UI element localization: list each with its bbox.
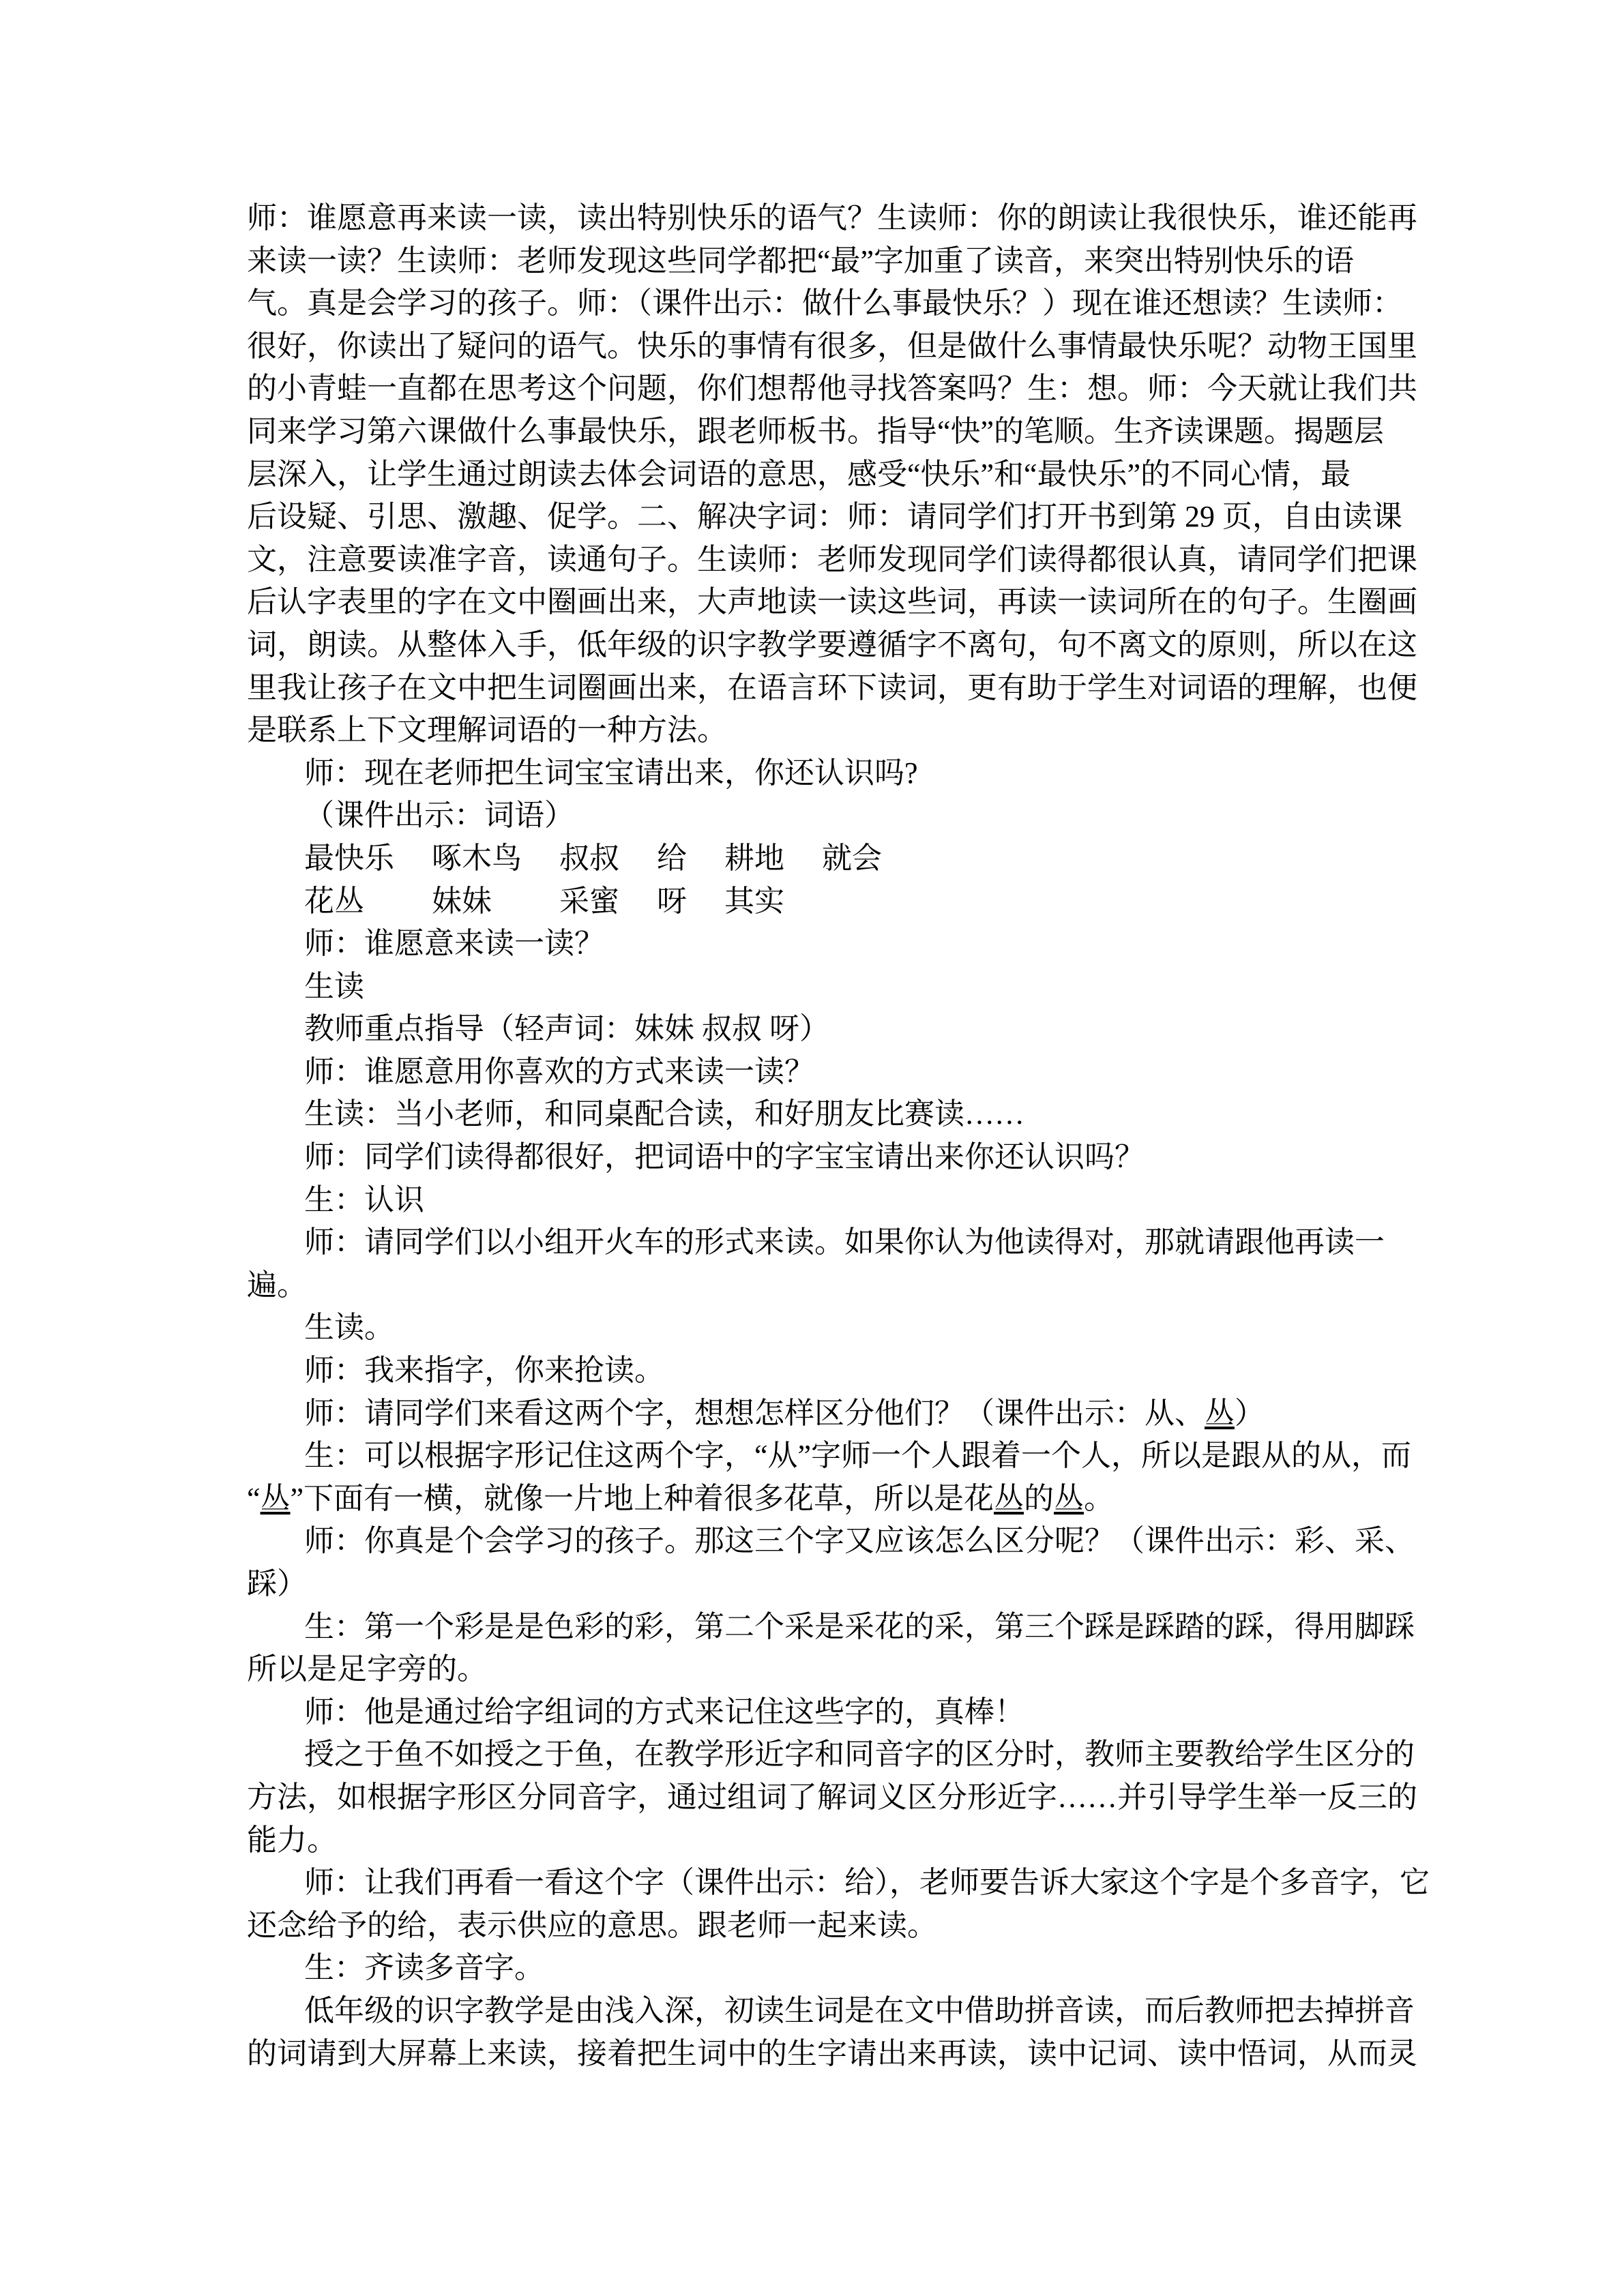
text-line: 师：谁愿意来读一读？ [304, 927, 604, 961]
text-line: 生读：当小老师，和同桌配合读，和好朋友比赛读…… [304, 1097, 1024, 1131]
text-line: 师：现在老师把生词宝宝请出来，你还认识吗? [304, 756, 918, 790]
text-line: 同来学习第六课做什么事最快乐，跟老师板书。指导“快”的笔顺。生齐读课题。揭题层 [247, 414, 1385, 448]
text-line: 低年级的识字教学是由浅入深，初读生词是在文中借助拼音读，而后教师把去掉拼音 [304, 1993, 1415, 2027]
text-line: 能力。 [247, 1823, 337, 1857]
text-line: 师：他是通过给字组词的方式来记住这些字的，真棒！ [304, 1695, 1024, 1729]
text-line: 花丛 妹妹 采蜜 呀 其实 [304, 884, 784, 918]
text-line: 后认字表里的字在文中圈画出来，大声地读一读这些词，再读一读词所在的句子。生圈画 [247, 585, 1417, 619]
text-segment: 师：请同学们来看这两个字，想想怎样区分他们？（课件出示：从、 [304, 1396, 1205, 1430]
text-line: 文，注意要读准字音，读通句子。生读师：老师发现同学们读得都很认真，请同学们把课 [247, 542, 1417, 576]
text-line: 师：同学们读得都很好，把词语中的字宝宝请出来你还认识吗？ [304, 1140, 1145, 1174]
text-line: 层深入，让学生通过朗读去体会词语的意思，感受“快乐”和“最快乐”的不同心情，最 [247, 457, 1351, 491]
text-line: 生：可以根据字形记住这两个字，“从”字师一个人跟着一个人，所以是跟从的从，而 [304, 1439, 1412, 1473]
text-line: 词，朗读。从整体入手，低年级的识字教学要遵循字不离句，句不离文的原则，所以在这 [247, 627, 1417, 661]
text-line: 里我让孩子在文中把生词圈画出来，在语言环下读词，更有助于学生对词语的理解，也便 [247, 670, 1417, 704]
text-line: 很好，你读出了疑问的语气。快乐的事情有很多，但是做什么事情最快乐呢？动物王国里 [247, 329, 1417, 363]
text-segment: 的 [1024, 1481, 1054, 1515]
text-line: 师：我来指字，你来抢读。 [304, 1354, 664, 1388]
text-line: 生：认识 [304, 1182, 424, 1217]
text-line: 所以是足字旁的。 [247, 1652, 487, 1686]
text-segment: 。 [1084, 1481, 1114, 1515]
text-line: 方法，如根据字形区分同音字，通过组词了解词义区分形近字……并引导学生举一反三的 [247, 1780, 1417, 1814]
text-line: 后设疑、引思、激趣、促学。二、解决字词：师：请同学们打开书到第 29 页，自由读课 [247, 500, 1402, 534]
text-line: 的小青蛙一直都在思考这个问题，你们想帮他寻找答案吗？生：想。师：今天就让我们共 [247, 372, 1417, 406]
underlined-char: 丛 [994, 1481, 1024, 1515]
text-line [247, 1392, 1447, 1435]
underlined-char: 丛 [1054, 1481, 1084, 1515]
underlined-char: 丛 [260, 1481, 291, 1515]
text-line: 生读。 [304, 1311, 394, 1345]
text-line: 师：谁愿意用你喜欢的方式来读一读？ [304, 1054, 814, 1088]
document-text [247, 197, 1447, 2075]
text-line: 师：你真是个会学习的孩子。那这三个字又应该怎么区分呢？（课件出示：彩、采、 [304, 1524, 1415, 1558]
text-line: 生：齐读多音字。 [304, 1951, 544, 1985]
text-line: 来读一读？生读师：老师发现这些同学都把“最”字加重了读音，来突出特别快乐的语 [247, 243, 1355, 278]
text-line: 师：谁愿意再来读一读，读出特别快乐的语气？生读师：你的朗读让我很快乐，谁还能再 [247, 201, 1417, 235]
text-line: 是联系上下文理解词语的一种方法。 [247, 713, 727, 747]
text-line: 生读 [304, 969, 364, 1003]
text-segment: ”下面有一横，就像一片地上种着很多花草，所以是花 [290, 1481, 994, 1515]
text-line: 最快乐 啄木鸟 叔叔 给 耕地 就会 [304, 841, 882, 875]
underlined-char: 丛 [1205, 1396, 1235, 1430]
text-line: （课件出示：词语） [304, 799, 574, 833]
text-line: 生：第一个彩是是色彩的彩，第二个采是采花的采，第三个踩是踩踏的踩，得用脚踩 [304, 1609, 1415, 1643]
text-line: 踩） [247, 1567, 307, 1600]
text-line: 师：请同学们以小组开火车的形式来读。如果你认为他读得对，那就请跟他再读一 [304, 1225, 1385, 1259]
text-line: 授之于鱼不如授之于鱼，在教学形近字和同音字的区分时，教师主要教给学生区分的 [304, 1738, 1415, 1772]
text-line: 师：让我们再看一看这个字（课件出示：给），老师要告诉大家这个字是个多音字，它 [304, 1866, 1430, 1900]
text-line: 气。真是会学习的孩子。师：（课件出示：做什么事最快乐？）现在谁还想读？生读师： [247, 286, 1402, 320]
text-segment: “ [247, 1481, 261, 1515]
text-line: 教师重点指导（轻声词：妹妹 叔叔 呀） [304, 1012, 829, 1046]
text-line: 的词请到大屏幕上来读，接着把生词中的生字请出来再读，读中记词、读中悟词，从而灵 [247, 2036, 1417, 2070]
text-line: 遍。 [247, 1268, 307, 1302]
text-line [247, 1478, 1447, 1521]
text-line: 还念给予的给，表示供应的意思。跟老师一起来读。 [247, 1908, 937, 1942]
text-segment: ） [1235, 1396, 1265, 1430]
